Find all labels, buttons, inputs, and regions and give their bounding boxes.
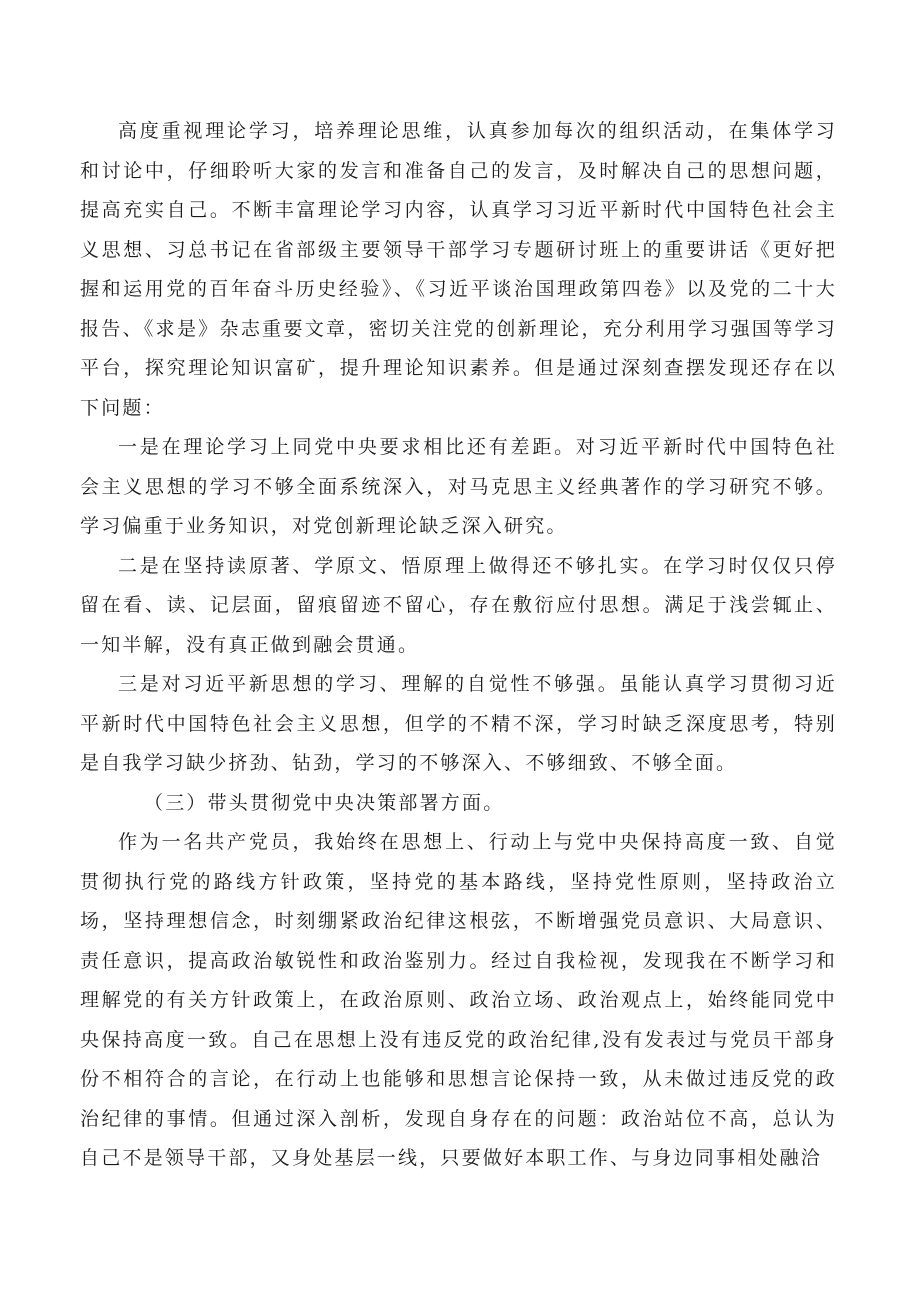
- section-heading: （三）带头贯彻党中央决策部署方面。: [144, 791, 505, 814]
- paragraph-theory-study: 高度重视理论学习，培养理论思维，认真参加每次的组织活动，在集体学习和讨论中，仔细聆听大家的发言和准备自己的发言，及时解决自己的思想问题，提高充实自己。不断丰富理论学习内容，认真学习习近平新时代中国特色社会主义思想、习总书记在省部级主要领导干部学习专题研讨班上的重要讲话《更好把握和运用党的百年奋斗历史经验》、《习近平谈治国理政第四卷》以及党的二十大报告、《求是》杂志重要文章，密切关注党的创新理论，充分利用学习强国等学习平台，探究理论知识富矿，提升理论知识素养。但是通过深刻查摆发现还存在以下问题：: [80, 120, 837, 419]
- document-page: [80, 112, 837, 1179]
- paragraph-issue-three: 三是对习近平新思想的学习、理解的自觉性不够强。虽能认真学习贯彻习近平新时代中国特色社会主义思想，但学的不精不深，学习时缺乏深度思考，特别是自我学习缺少挤劲、钻劲，学习的不够深入、不够细致、不够全面。: [80, 673, 837, 774]
- paragraph-issue-one: 一是在理论学习上同党中央要求相比还有差距。对习近平新时代中国特色社会主义思想的学习不够全面系统深入，对马克思主义经典著作的学习研究不够。学习偏重于业务知识，对党创新理论缺乏深入研究。: [80, 436, 837, 537]
- paragraph-party-member: 作为一名共产党员，我始终在思想上、行动上与党中央保持高度一致、自觉贯彻执行党的路线方针政策，坚持党的基本路线，坚持党性原则，坚持政治立场，坚持理想信念，时刻绷紧政治纪律这根弦，不断增强党员意识、大局意识、责任意识，提高政治敏锐性和政治鉴别力。经过自我检视，发现我在不断学习和理解党的有关方针政策上，在政治原则、政治立场、政治观点上，始终能同党中央保持高度一致。自己在思想上没有违反党的政治纪律,没有发表过与党员干部身份不相符合的言论，在行动上也能够和思想言论保持一致，从未做过违反党的政治纪律的事情。但通过深入剖析，发现自身存在的问题：政治站位不高，总认为自己不是领导干部，又身处基层一线，只要做好本职工作、与身边同事相处融洽: [80, 831, 837, 1169]
- paragraph-issue-two: 二是在坚持读原著、学原文、悟原理上做得还不够扎实。在学习时仅仅只停留在看、读、记层面，留痕留迹不留心，存在敷衍应付思想。满足于浅尝辄止、一知半解，没有真正做到融会贯通。: [80, 554, 837, 656]
